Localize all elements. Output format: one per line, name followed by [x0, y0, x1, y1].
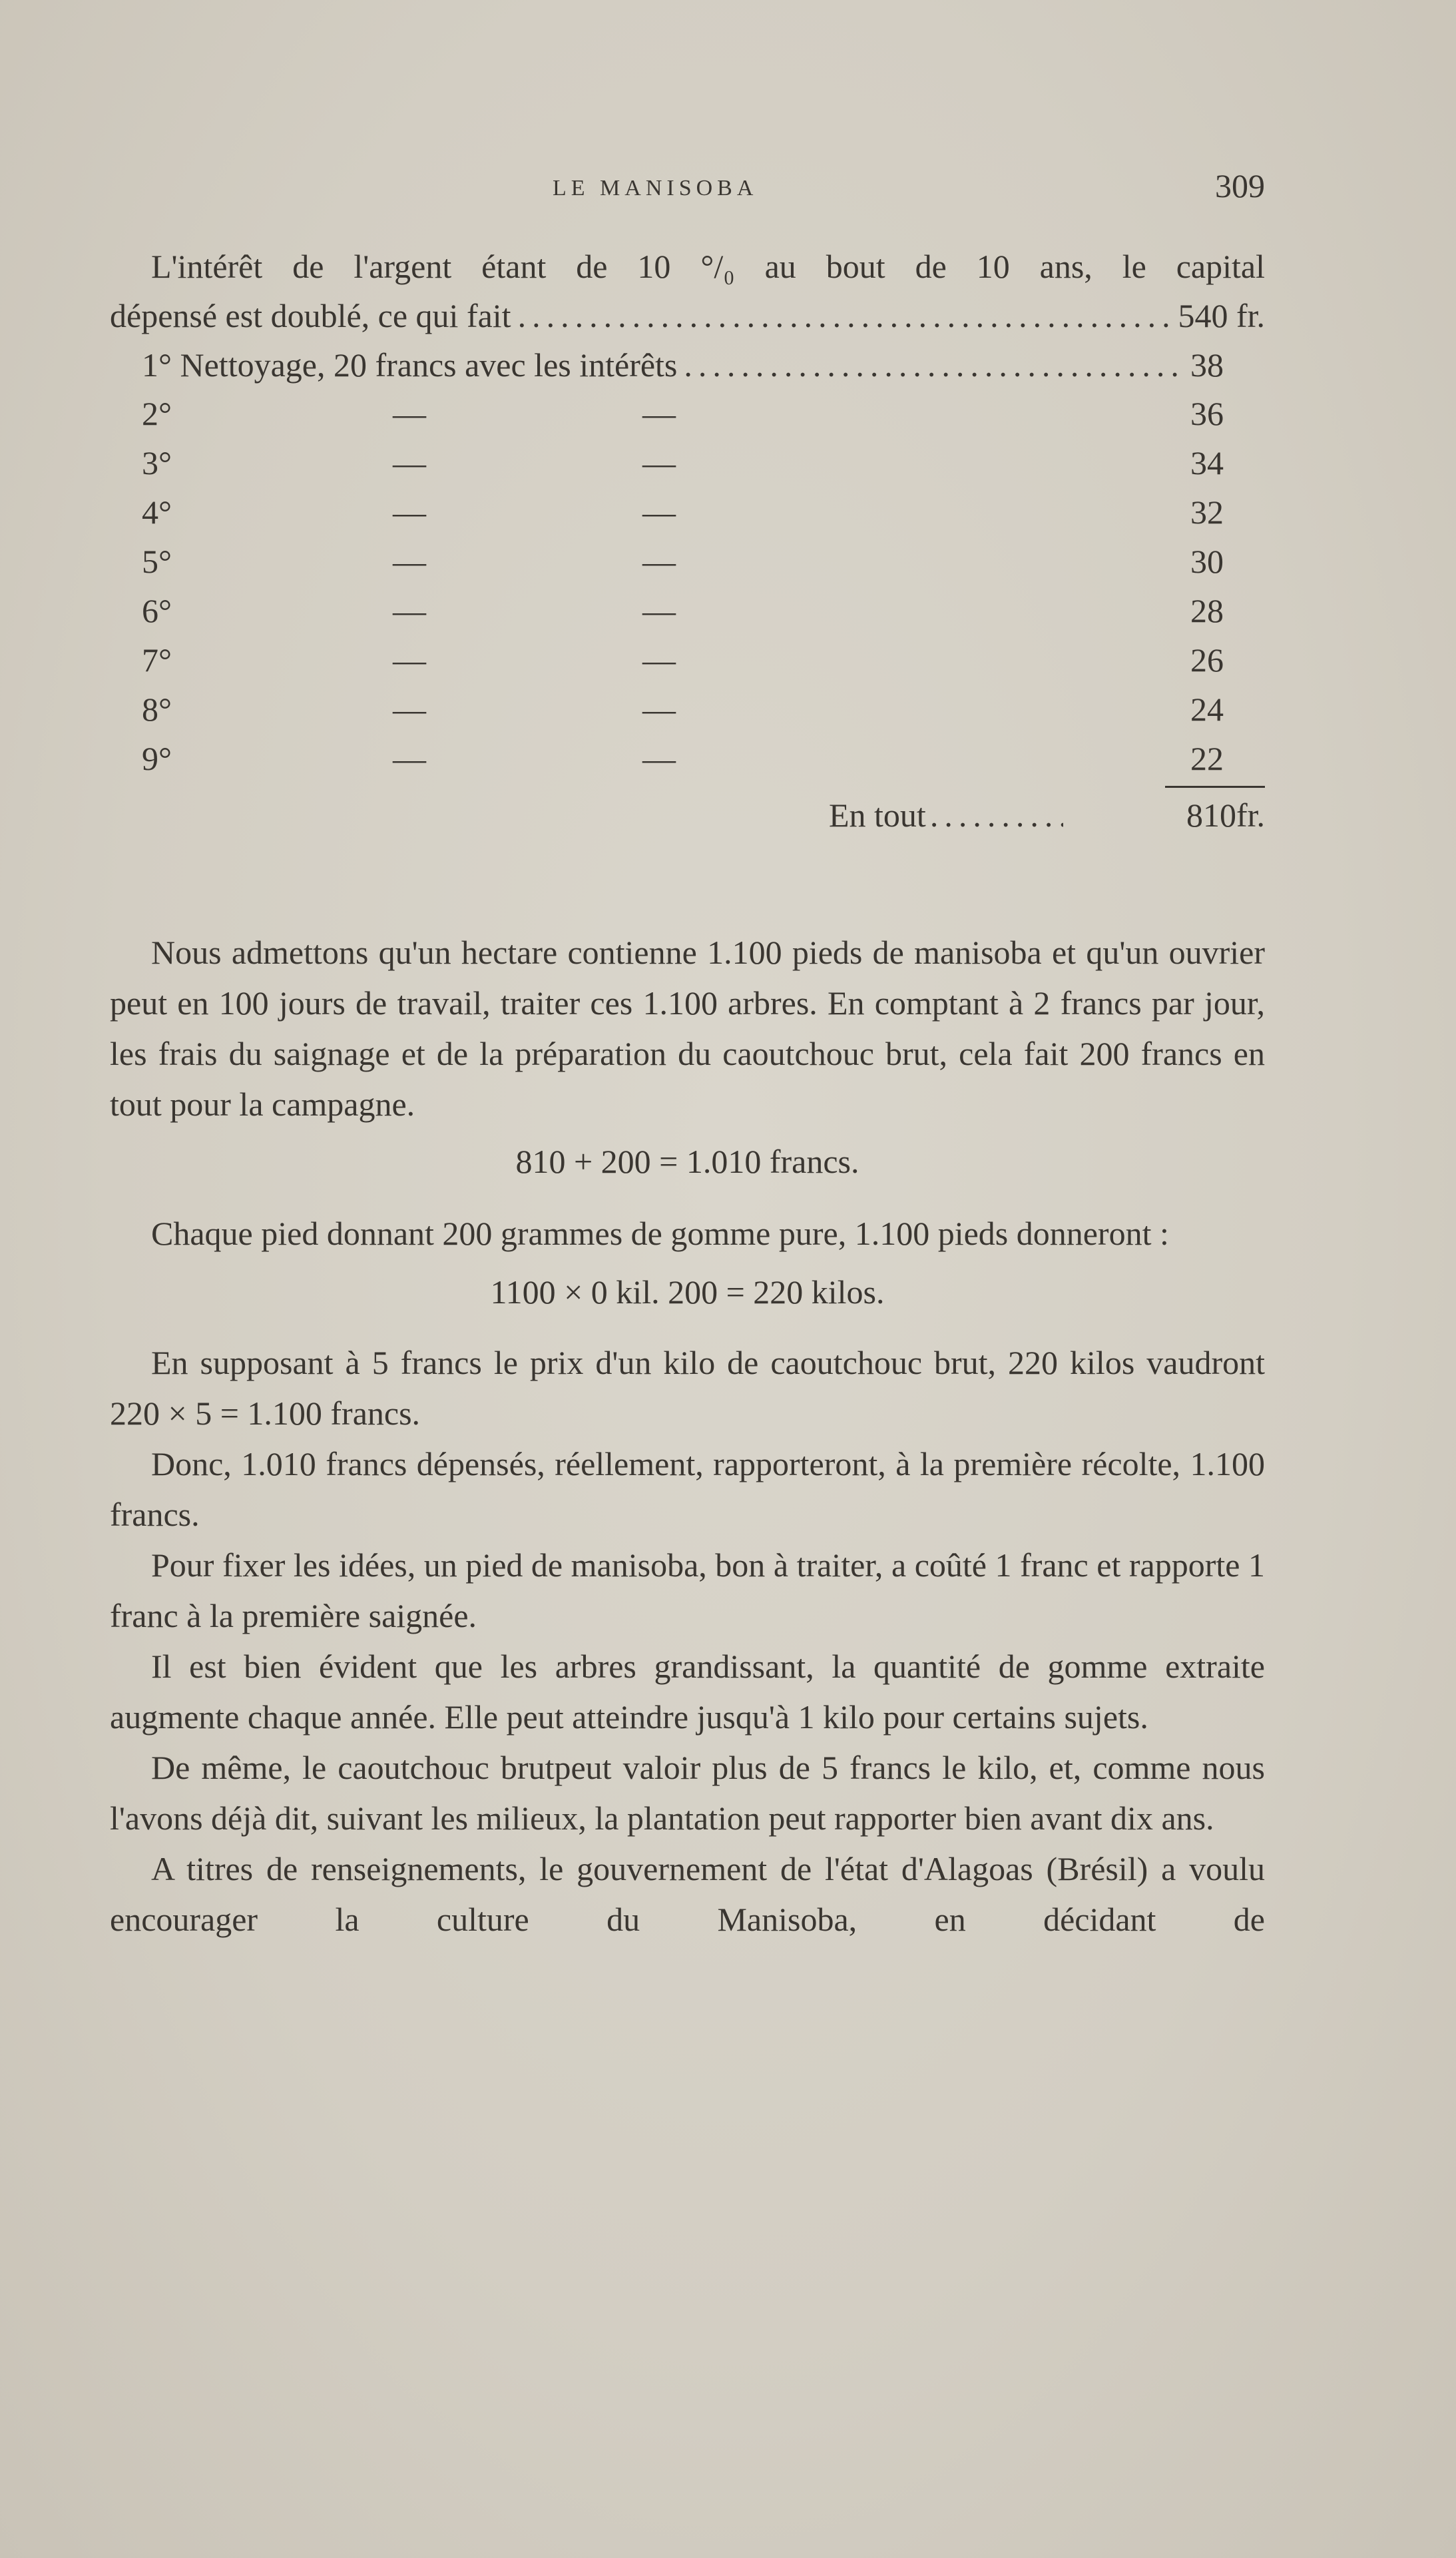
formula: 810 + 200 = 1.010 francs.: [515, 1143, 859, 1180]
ditto-mark: —: [393, 691, 426, 728]
ditto-mark: —: [393, 641, 426, 679]
ordinal: 4°: [142, 493, 172, 531]
ditto-mark: —: [393, 493, 426, 531]
paragraph: Pour fixer les idées, un pied de manisoba, bon à traiter, a coûté 1 franc et rapporte 1 franc à la première saignée.: [110, 1546, 1265, 1634]
cost-rows: [110, 389, 1265, 783]
sum-rule: [110, 783, 1265, 790]
ditto-mark: —: [642, 493, 676, 531]
paragraph: De même, le caoutchouc brutpeut valoir plus de 5 francs le kilo, et, comme nous l'avons déjà dit, suivant les milieux, la plantation peut rapporter bien avant dix ans.: [110, 1749, 1265, 1837]
cost-value: 26: [1190, 641, 1224, 679]
ditto-mark: —: [393, 395, 426, 432]
cost-row: [110, 389, 1265, 438]
dot-leader: [684, 340, 1184, 390]
dot-leader: [518, 290, 1172, 341]
ordinal: 6°: [142, 592, 172, 629]
ditto-mark: —: [642, 641, 676, 679]
ordinal: 8°: [142, 691, 172, 728]
cost-row: [110, 438, 1265, 487]
running-title: LE MANISOBA: [553, 176, 758, 200]
cost-row: [110, 734, 1265, 783]
paragraph: A titres de renseignements, le gouvernement de l'état d'Alagoas (Brésil) a voulu encourager la culture du Manisoba, en décidant de: [110, 1850, 1265, 1938]
cost-row: [110, 537, 1265, 586]
cost-row: [110, 635, 1265, 685]
cost-value: 24: [1190, 691, 1224, 728]
capital-value: 540 fr.: [1178, 297, 1265, 334]
paragraph: Donc, 1.010 francs dépensés, réellement, rapporteront, à la première récolte, 1.100 francs.: [110, 1445, 1265, 1533]
paragraph: Il est bien évident que les arbres grandissant, la quantité de gomme extraite augmente chaque année. Elle peut atteindre jusqu'à 1 kilo pour certains sujets.: [110, 1648, 1265, 1736]
cost-value: 22: [1190, 740, 1224, 777]
cost-value: 36: [1190, 395, 1224, 432]
paragraph: Nous admettons qu'un hectare contienne 1.100 pieds de manisoba et qu'un ouvrier peut en 100 jours de travail, traiter ces 1.100 arbres. En comptant à 2 francs par jour, les frais du saignage et de la préparation du caoutchouc brut, cela fait 200 francs en tout pour la campagne.: [110, 934, 1265, 1123]
ditto-mark: —: [642, 395, 676, 432]
ditto-mark: —: [393, 543, 426, 580]
cost-row: [110, 586, 1265, 635]
capital-label: dépensé est doublé, ce qui fait: [110, 297, 511, 334]
ditto-mark: —: [393, 592, 426, 629]
total-value: 810fr.: [1186, 797, 1265, 834]
cost-row: [110, 685, 1265, 734]
cost-row-value: 38: [1190, 346, 1224, 384]
ditto-mark: —: [642, 691, 676, 728]
cost-table: [110, 241, 1265, 840]
ditto-mark: —: [642, 543, 676, 580]
page-number: 309: [1215, 167, 1265, 204]
ordinal: 2°: [142, 395, 172, 432]
formula: 1100 × 0 kil. 200 = 220 kilos.: [490, 1273, 885, 1311]
ditto-mark: —: [393, 740, 426, 777]
dot-leader: [930, 790, 1063, 840]
total-label: En tout: [829, 797, 926, 834]
ditto-mark: —: [393, 444, 426, 481]
body-text: [110, 927, 1265, 1945]
cost-row: [110, 487, 1265, 537]
ordinal: 9°: [142, 740, 172, 777]
capital-line: [110, 290, 1265, 340]
ordinal: 5°: [142, 543, 172, 580]
ditto-mark: —: [642, 444, 676, 481]
cost-value: 32: [1190, 493, 1224, 531]
ditto-mark: —: [642, 592, 676, 629]
ordinal: 7°: [142, 641, 172, 679]
cost-value: 28: [1190, 592, 1224, 629]
paragraph: Chaque pied donnant 200 grammes de gomme pure, 1.100 pieds donneront :: [151, 1215, 1169, 1252]
ordinal: 3°: [142, 444, 172, 481]
total-line: [110, 790, 1265, 840]
cost-value: 34: [1190, 444, 1224, 481]
cost-value: 30: [1190, 543, 1224, 580]
cost-row-label: 1° Nettoyage, 20 francs avec les intérêts: [142, 346, 678, 384]
page-header: [0, 166, 1456, 206]
cost-row-1: [110, 340, 1265, 389]
intro-line: L'intérêt de l'argent étant de 10 °/₀ au bout de 10 ans, le capital: [151, 248, 1265, 285]
paragraph: En supposant à 5 francs le prix d'un kilo de caoutchouc brut, 220 kilos vaudront 220 × 5 = 1.100 francs.: [110, 1344, 1265, 1432]
ditto-mark: —: [642, 740, 676, 777]
